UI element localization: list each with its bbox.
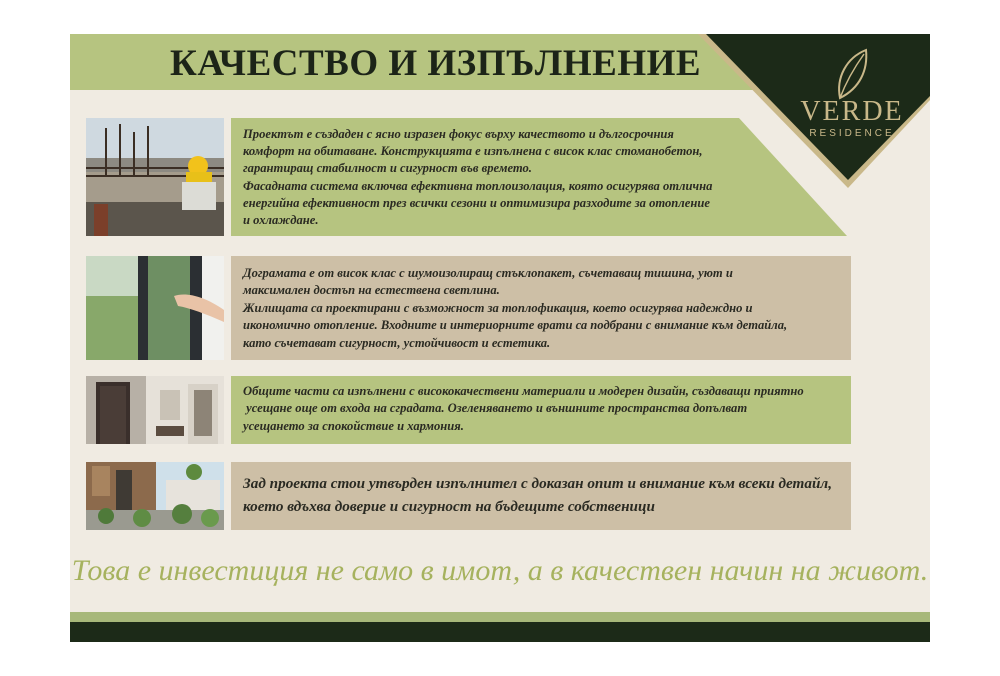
brand-subtitle: RESIDENCE [809, 128, 895, 139]
entrance-door-photo [86, 376, 224, 444]
section-1-line-3: гарантиращ стабилност и сигурност във времето. [243, 161, 532, 176]
section-2-line-4: икономично отопление. Входните и интериорните врати са подбрани с внимание към детайла, [243, 318, 788, 333]
section-2-panel [231, 256, 851, 360]
section-3-line-2: усещане още от входа на сградата. Озеленяването и външните пространства допълват [243, 401, 748, 416]
section-2-line-1: Дограмата е от висок клас с шумоизолиращ стъклопакет, съчетаващ тишина, уют и [243, 266, 733, 280]
slogan: Това е инвестиция не само в имот, а в качествен начин на живот. [71, 554, 929, 587]
section-2-line-2: максимален достъп на естествена светлина. [243, 283, 500, 298]
section-3-panel [231, 376, 851, 444]
page-title: КАЧЕСТВО И ИЗПЪЛНЕНИЕ [170, 43, 702, 84]
leaf-logo-icon [832, 48, 872, 102]
section-2-line-3: Жилищата са проектирани с възможност за топлофикация, което осигурява надеждно и [243, 300, 753, 315]
window-photo [86, 256, 224, 360]
brand-name: VERDE [800, 96, 904, 127]
section-1-line-6: и охлаждане. [243, 213, 319, 228]
section-3-line-1: Общите части са изпълнени с висококачествени материали и модерен дизайн, създаващи приятно [243, 384, 804, 398]
section-4-line-1: Зад проекта стои утвърден изпълнител с доказан опит и внимание към всеки детайл, [243, 475, 832, 492]
construction-site-photo [86, 118, 224, 236]
section-1-line-2: комфорт на обитаване. Конструкцията е изпълнена с висок клас стоманобетон, [243, 144, 703, 159]
footer-stripe-light [70, 612, 930, 622]
landscaped-courtyard-photo [86, 462, 224, 530]
section-1-line-4: Фасадната система включва ефективна топлоизолация, която осигурява отлична [243, 178, 713, 193]
section-2-line-5: като съчетават сигурност, устойчивост и естетика. [243, 335, 551, 350]
brochure-page [70, 34, 930, 642]
footer-stripe-dark [70, 622, 930, 642]
section-1-line-1: Проектът е създаден с ясно изразен фокус върху качеството и дългосрочния [243, 127, 674, 141]
section-1-panel [231, 118, 847, 236]
section-3-line-3: усещането за спокойствие и хармония. [243, 418, 464, 433]
section-4-panel [231, 462, 851, 530]
section-4-line-2: което вдъхва доверие и сигурност на бъдещите собственици [243, 498, 655, 515]
section-1-line-5: енергийна ефективност през всички сезони и оптимизира разходите за отопление [243, 195, 710, 210]
